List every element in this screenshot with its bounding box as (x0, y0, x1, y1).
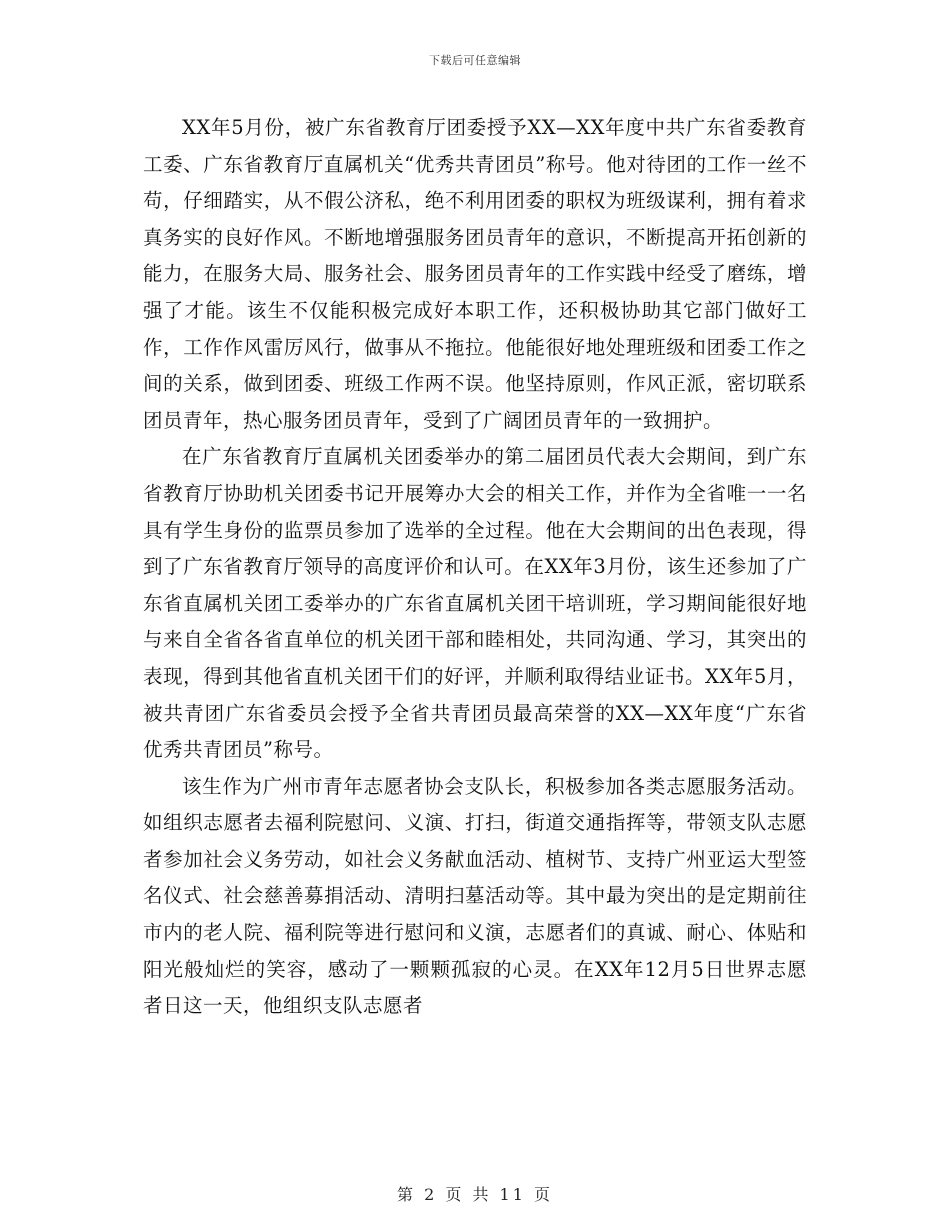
paragraph-3: 该生作为广州市青年志愿者协会支队长，积极参加各类志愿服务活动。如组织志愿者去福利院慰问、义演、打扫，街道交通指挥等，带领支队志愿者参加社会义务劳动，如社会义务献血活动、植树节、支持广州亚运大型签名仪式、社会慈善募捐活动、清明扫墓活动等。其中最为突出的是定期前往市内的老人院、福利院等进行慰问和义演，志愿者们的真诚、耐心、体贴和阳光般灿烂的笑容，感动了一颗颗孤寂的心灵。在XX年12月5日世界志愿者日这一天，他组织支队志愿者 (143, 774, 807, 1018)
paragraph-1: XX年5月份，被广东省教育厅团委授予XX—XX年度中共广东省委教育工委、广东省教育厅直属机关“优秀共青团员”称号。他对待团的工作一丝不苟，仔细踏实，从不假公济私，绝不利用团委的职权为班级谋利，拥有着求真务实的良好作风。不断地增强服务团员青年的意识，不断提高开拓创新的能力，在服务大局、服务社会、服务团员青年的工作实践中经受了磨练，增强了才能。该生不仅能积极完成好本职工作，还积极协助其它部门做好工作，工作作风雷厉风行，做事从不拖拉。他能很好地处理班级和团委工作之间的关系，做到团委、班级工作两不误。他坚持原则，作风正派，密切联系团员青年，热心服务团员青年，受到了广阔团员青年的一致拥护。 (143, 116, 807, 432)
paragraph-2: 在广东省教育厅直属机关团委举办的第二届团员代表大会期间，到广东省教育厅协助机关团委书记开展筹办大会的相关工作，并作为全省唯一一名具有学生身份的监票员参加了选举的全过程。他在大会期间的出色表现，得到了广东省教育厅领导的高度评价和认可。在XX年3月份，该生还参加了广东省直属机关团工委举办的广东省直属机关团干培训班，学习期间能很好地与来自全省各省直单位的机关团干部和睦相处，共同沟通、学习，其突出的表现，得到其他省直机关团干们的好评，并顺利取得结业证书。XX年5月，被共青团广东省委员会授予全省共青团员最高荣誉的XX—XX年度“广东省优秀共青团员”称号。 (143, 445, 807, 762)
document-body (143, 110, 807, 1025)
page-number: 第 2 页 共 11 页 (397, 1185, 553, 1204)
page-header-note: 下载后可任意编辑 (429, 54, 521, 67)
